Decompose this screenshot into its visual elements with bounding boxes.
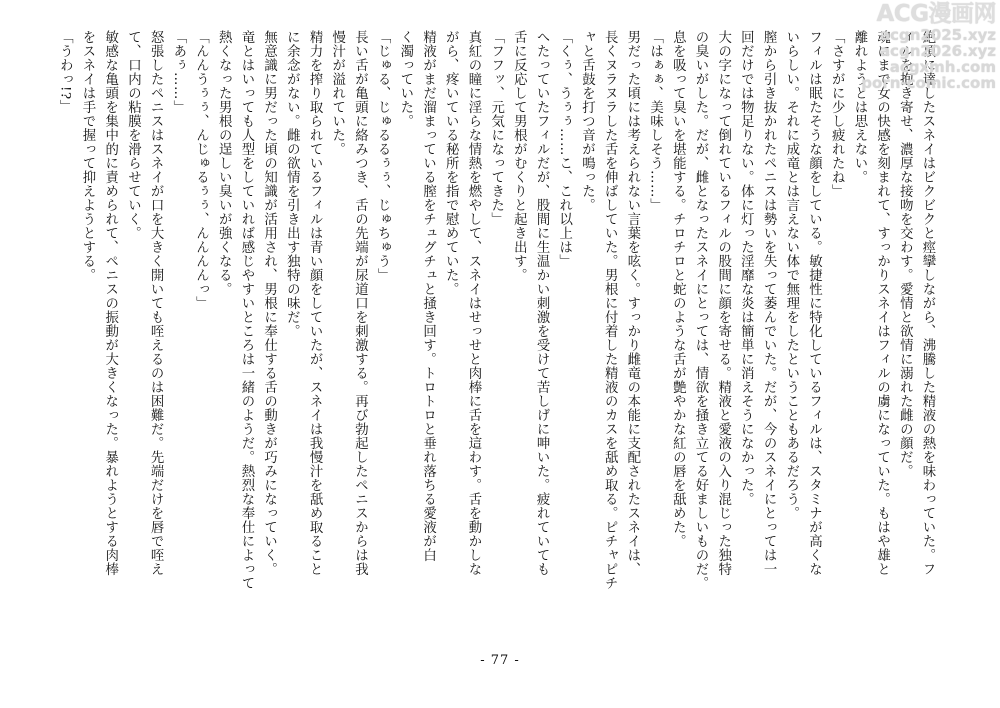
text-line: ィルを抱き寄せ、濃厚な接吻を交わす。愛情と欲情に溺れた雌の顔だ。 (897, 30, 913, 478)
text-line: く濁っていた。 (397, 30, 413, 128)
page-number: - 77 - (480, 653, 520, 668)
text-line: 男だった頃には考えられない言葉を呟く。すっかり雌竜の本能に支配されたスネイは、 (624, 30, 640, 576)
watermark-brand: ACG漫画网 (876, 1, 996, 27)
text-line: 「さすがに少し疲れたね」 (829, 30, 845, 198)
watermark-url: acgn2025.xyz (879, 25, 996, 44)
text-line: 「うわっ!?」 (57, 30, 73, 114)
text-line: 精力を搾り取られているフィルは青い顔をしていたが、スネイは我慢汁を舐め取ること (307, 30, 323, 576)
text-line: 竜とはいっても人型をしていれば感じやすいところは一緒のようだ。熱烈な奉仕によって (238, 30, 254, 590)
text-line: 絶頂に達したスネイはビクビクと痙攣しながら、沸騰した精液の熱を味わっていた。フ (920, 30, 935, 576)
text-line: 敏感な亀頭を集中的に責められて、ペニスの振動が大きくなった。暴れようとする肉棒 (102, 30, 118, 576)
watermark-url: acgxmh.com (889, 58, 996, 77)
text-line: 舌に反応して男根がむくりと起き出す。 (511, 30, 527, 282)
text-line: 無意識に男だった頃の知識が活用され、男根に奉仕する舌の動きが巧みになっていく。 (261, 30, 277, 576)
watermark-url: porn-comic.com (861, 74, 996, 93)
text-line: 真紅の瞳に淫らな情熱を燃やして、スネイはせっせと肉棒に舌を這わす。舌を動かしな (465, 30, 481, 576)
text-line: 「フフッ、元気になってきた」 (488, 30, 504, 226)
text-line: 慢汁が溢れていた。 (329, 30, 345, 156)
text-line: 「んんうぅぅ、んじゅるぅぅ、んんんんっ」 (193, 30, 209, 310)
text-line: 長い舌が亀頭に絡みつき、舌の先端が尿道口を刺激する。再び勃起したペニスからは我 (352, 30, 368, 576)
watermark-url: acgn2026.xyz (879, 42, 996, 61)
text-line: に余念がない。雌の欲情を引き出す独特の味だ。 (284, 30, 300, 338)
text-line: 息を吸って臭いを堪能する。チロチロと蛇のような舌が艶やかな紅の唇を舐めた。 (670, 30, 686, 548)
text-line: ャと舌鼓を打つ音が鳴った。 (579, 30, 595, 212)
text-line: 「あぅ……」 (170, 30, 186, 114)
text-line: 膣から引き抜かれたペニスは勢いを失って萎んでいた。だが、今のスネイにとっては一 (761, 30, 777, 576)
text-line: へたっていたフィルだが、股間に生温かい刺激を受けて苦しげに呻いた。疲れていても (534, 30, 550, 576)
text-line: て、口内の粘膜を滑らせていく。 (125, 30, 141, 240)
text-line: 熱くなった男根の逞しい臭いが強くなる。 (216, 30, 232, 296)
text-line: フィルは眠たそうな顔をしている。敏捷性に特化しているフィルは、スタミナが高くな (806, 30, 822, 576)
text-line: をスネイは手で握って抑えようとする。 (79, 30, 95, 282)
text-line: 精液がまだ溜まっている膣をチュグチュと掻き回す。トロトロと垂れ落ちる愛液が白 (420, 30, 436, 562)
text-line: 「くぅ、うぅぅ……こ、これ以上は」 (556, 30, 572, 268)
text-line: 回だけでは物足りない。体に灯った淫靡な炎は簡単に消えそうになかった。 (738, 30, 754, 506)
text-line: の臭いがした。だが、雌となったスネイにとっては、情欲を掻き立てる好ましいものだ。 (692, 30, 708, 590)
text-line: 「じゅる、じゅるるぅぅ、じゅちゅう」 (375, 30, 391, 282)
vertical-text-body (50, 30, 938, 640)
text-line: 魂にまで女の快感を刻まれて、すっかりスネイはフィルの虜になっていた。もはや雄と (874, 30, 890, 576)
watermark (856, 2, 996, 92)
text-line: いらしい。それに成竜とは言えない体で無理をしたということもあるだろう。 (783, 30, 799, 520)
text-line: 大の字になって倒れているフィルの股間に顔を寄せる。精液と愛液の入り混じった独特 (715, 30, 731, 576)
text-line: 離れようとは思えない。 (851, 30, 867, 184)
text-line: 「はぁぁ、美味しそう……」 (647, 30, 663, 212)
text-line: 怒張したペニスはスネイが口を大きく開いても咥えるのは困難だ。先端だけを唇で咥え (148, 30, 164, 576)
text-line: がら、疼いている秘所を指で慰めていた。 (443, 30, 459, 296)
text-line: 長くヌラヌラした舌を伸ばしていた。男根に付着した精液のカスを舐め取る。ピチャピチ (602, 30, 618, 590)
